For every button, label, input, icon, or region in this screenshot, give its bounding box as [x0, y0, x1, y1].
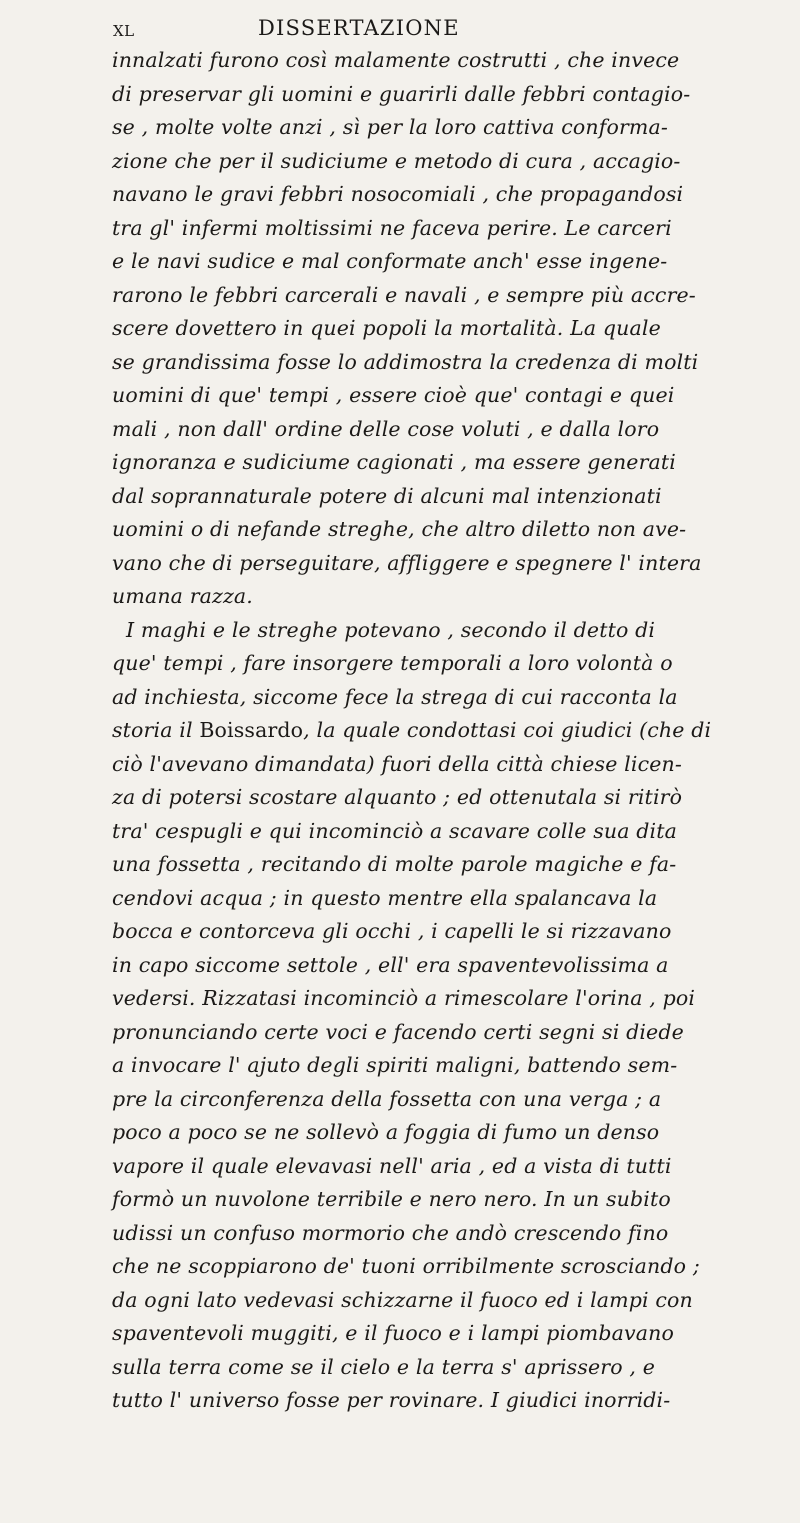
text-line: bocca e contorceva gli occhi , i capelli le si rizzavano	[112, 919, 672, 943]
text-line: in capo siccome settole , ell' era spaventevolissima a	[112, 952, 669, 977]
page-header	[0, 16, 800, 46]
text-line: una fossetta , recitando di molte parole magiche e fa-	[112, 852, 677, 876]
line-text-before-name: storia il	[112, 718, 200, 742]
text-line: umana razza.	[112, 584, 253, 608]
text-line: spaventevoli muggiti, e il fuoco e i lampi piombavano	[112, 1321, 674, 1345]
text-line: dal soprannaturale potere di alcuni mal intenzionati	[112, 483, 662, 508]
text-line: zione che per il sudiciume e metodo di cura , accagio-	[112, 148, 681, 173]
text-line: sulla terra come se il cielo e la terra s' aprissero , e	[112, 1354, 655, 1379]
text-line: uomini o di nefande streghe, che altro diletto non ave-	[112, 517, 687, 541]
text-line: za di potersi scostare alquanto ; ed ottenutala si ritirò	[112, 785, 683, 809]
paragraph-start-line: I maghi e le streghe potevano , secondo il detto di	[126, 617, 656, 642]
author-name-boissardo: Boissardo	[199, 718, 304, 742]
text-line: se , molte volte anzi , sì per la loro cattiva conforma-	[112, 115, 668, 139]
text-line: di preservar gli uomini e guarirli dalle febbri contagio-	[112, 81, 691, 106]
text-line: da ogni lato vedevasi schizzarne il fuoco ed i lampi con	[112, 1287, 693, 1312]
text-line-with-name	[112, 714, 732, 748]
text-line: cendovi acqua ; in questo mentre ella spalancava la	[112, 885, 658, 910]
text-line: que' tempi , fare insorgere temporali a loro volontà o	[112, 651, 673, 675]
text-line: mali , non dall' ordine delle cose voluti , e dalla loro	[112, 416, 660, 441]
text-line: udissi un confuso mormorio che andò crescendo fino	[112, 1220, 669, 1245]
text-line: rarono le febbri carcerali e navali , e sempre più accre-	[112, 282, 696, 307]
text-line: vapore il quale elevavasi nell' aria , ed a vista di tutti	[112, 1153, 672, 1178]
text-line: ciò l'avevano dimandata) fuori della città chiese licen-	[112, 751, 682, 776]
page-number: XL	[113, 22, 135, 40]
text-line: ad inchiesta, siccome fece la strega di cui racconta la	[112, 684, 678, 709]
text-line: che ne scoppiarono de' tuoni orribilmente scrosciando ;	[112, 1254, 700, 1278]
text-line: vano che di perseguitare, affliggere e spegnere l' intera	[112, 550, 702, 575]
text-line: poco a poco se ne sollevò a foggia di fumo un denso	[112, 1120, 660, 1144]
text-line: uomini di que' tempi , essere cioè que' contagi e quei	[112, 383, 675, 407]
text-line: formò un nuvolone terribile e nero nero. In un subito	[112, 1187, 671, 1211]
text-line: pre la circonferenza della fossetta con una verga ; a	[112, 1086, 662, 1111]
line-text-after-name: , la quale condottasi coi giudici (che di	[303, 718, 712, 742]
text-line: tra gl' infermi moltissimi ne faceva perire. Le carceri	[112, 215, 672, 240]
text-line: navano le gravi febbri nosocomiali , che propagandosi	[112, 182, 684, 206]
text-line: e le navi sudice e mal conformate anch' esse ingene-	[112, 249, 668, 273]
text-line: innalzati furono così malamente costrutti , che invece	[112, 48, 680, 72]
text-line: tutto l' universo fosse per rovinare. I giudici inorridi-	[112, 1388, 671, 1412]
text-line: vedersi. Rizzatasi incominciò a rimescolare l'orina , poi	[112, 986, 696, 1010]
text-line: ignoranza e sudiciume cagionati , ma essere generati	[112, 450, 676, 474]
text-line: scere dovettero in quei popoli la mortalità. La quale	[112, 316, 661, 340]
running-head: DISSERTAZIONE	[258, 16, 460, 40]
text-line: pronunciando certe voci e facendo certi segni si diede	[112, 1019, 684, 1044]
text-line: se grandissima fosse lo addimostra la credenza di molti	[112, 349, 699, 374]
body-text	[112, 44, 732, 1418]
text-line: a invocare l' ajuto degli spiriti maligni, battendo sem-	[112, 1053, 678, 1077]
text-line: tra' cespugli e qui incominciò a scavare colle sua dita	[112, 818, 677, 843]
